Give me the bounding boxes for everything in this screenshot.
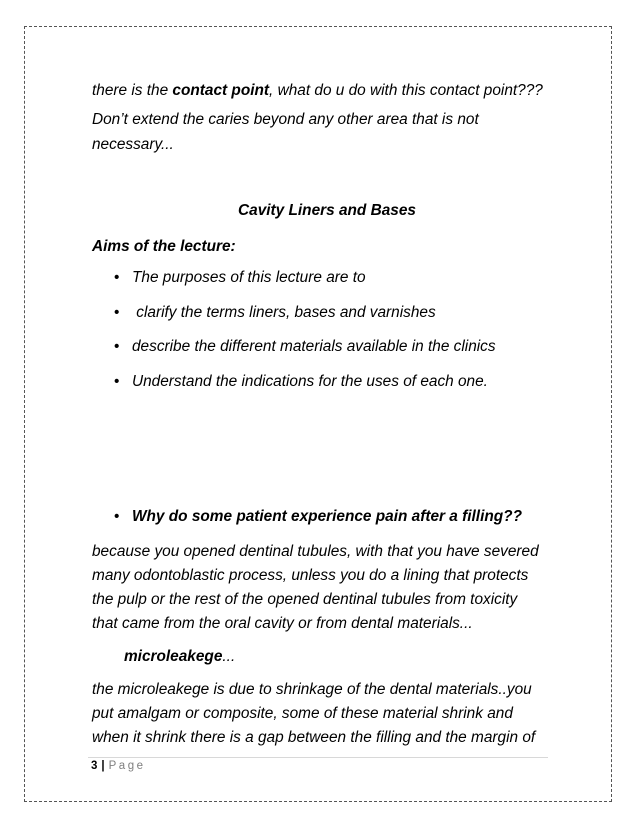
- bold-term-microleakege: microleakege: [124, 648, 223, 665]
- paragraph-contact-point: [92, 79, 543, 103]
- paragraph-line: Don’t extend the caries beyond any other area that is not: [92, 111, 479, 128]
- paragraph-line: necessary...: [92, 136, 174, 153]
- answer-line: many odontoblastic process, unless you do a lining that protects: [92, 567, 529, 584]
- bold-term-contact-point: contact point: [172, 82, 270, 99]
- answer-line: the pulp or the rest of the opened dentinal tubules from toxicity: [92, 591, 518, 608]
- bullet-icon: •: [114, 338, 120, 355]
- bullet-icon: •: [114, 269, 120, 286]
- microleakege-heading: [124, 645, 235, 669]
- answer-line: that came from the oral cavity or from dental materials...: [92, 615, 473, 632]
- footer-separator: |: [101, 760, 105, 772]
- page-footer: [91, 760, 145, 772]
- page-number: 3: [91, 760, 98, 772]
- footer-rule: [88, 757, 548, 758]
- page-label: Page: [108, 760, 146, 772]
- question-text: Why do some patient experience pain after a filling??: [132, 508, 522, 525]
- closing-line: when it shrink there is a gap between the filling and the margin of: [92, 729, 536, 746]
- list-item-text: Understand the indications for the uses of each one.: [132, 373, 488, 390]
- list-item-text: clarify the terms liners, bases and varnishes: [132, 304, 436, 321]
- closing-line: the microleakege is due to shrinkage of the dental materials..you: [92, 681, 532, 698]
- bullet-icon: •: [114, 508, 120, 525]
- list-item-text: The purposes of this lecture are to: [132, 269, 366, 286]
- section-title: Cavity Liners and Bases: [238, 202, 416, 219]
- text-run: ...: [222, 648, 236, 665]
- text-run: , what do u do with this contact point???: [269, 82, 543, 99]
- answer-line: because you opened dentinal tubules, with that you have severed: [92, 543, 539, 560]
- aims-heading: Aims of the lecture:: [92, 238, 236, 255]
- list-item-text: describe the different materials available in the clinics: [132, 338, 496, 355]
- bullet-icon: •: [114, 304, 120, 321]
- text-run: there is the: [92, 82, 173, 99]
- bullet-icon: •: [114, 373, 120, 390]
- closing-line: put amalgam or composite, some of these material shrink and: [92, 705, 513, 722]
